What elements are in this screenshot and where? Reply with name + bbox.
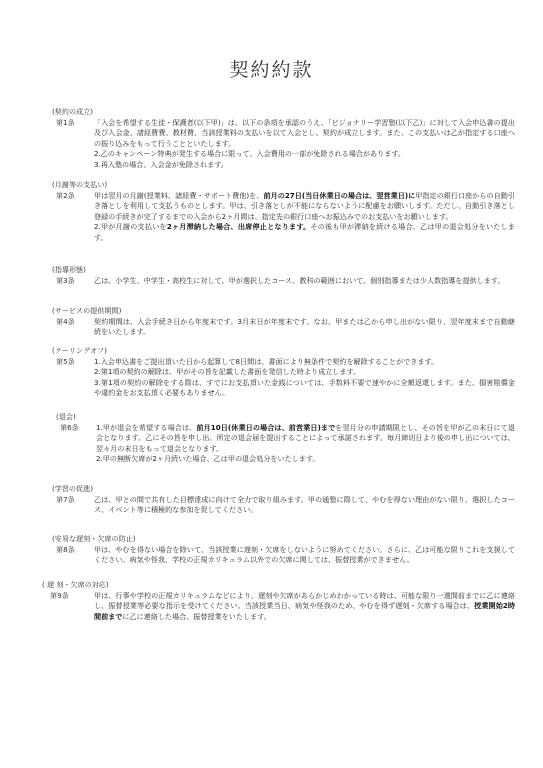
article-clause: 2.甲の無断欠席が2ヶ月続いた場合、乙は甲の退会処分をいたします。 [96, 454, 320, 464]
section-heading: (クーリングオフ) [52, 346, 107, 355]
article-clause: 甲は翌月の月謝(授業料、諸経費・サポート費他)を、前月の27日(当日休業日の場合は、翌営業日)に甲指定の銀行口座からの自動引き落としを利用して支払うものとします。甲は、引き落としが不能にならないように配慮をお願いします。ただし、自動引き落とし登録の手続きが完了するまでの入会から2ヶ月間は、指定先の銀行口座へお振込みでのお支払いをお願いします。 [94, 191, 515, 221]
article-number: 第1条 [56, 118, 75, 127]
section-heading: (契約の成立) [52, 107, 94, 116]
article-body [94, 276, 515, 286]
section-heading: ( 遅 刻・欠席の対応) [42, 580, 109, 589]
section-heading: (指導形態) [52, 265, 86, 274]
article-clause: 契約期間は、入会手続き日から年度末です。3月末日が年度末です。なお、甲または乙から申し出がない限り、翌年度末まで自動継続をいたします。 [94, 317, 515, 337]
article-number: 第5条 [56, 357, 75, 366]
article-body [94, 495, 515, 516]
document-title: 契約約款 [229, 59, 314, 81]
article-clause: 甲は、やむを得ない場合を除いて、当該授業に遅刻・欠席をしないように努めてください。さらに、乙は可能な限りこれを支援してください。病気や怪我、学校の正規カリキュラム以外での欠席に関しては、振替授業ができません。 [94, 545, 515, 565]
article-clause: 1.甲が退会を希望する場合は、前月10日(休業日の場合は、前営業日)までを翌月分の申請期限とし、その旨を甲が乙の末日にて退会となります。乙にその旨を申し出、所定の退会届を提出することによって承諾されます。毎月締切日より後の申し出については、翌々月の末日をもって退会となります。 [96, 423, 515, 453]
article-body [96, 423, 515, 465]
article-clause: 3.再入塾の場合、入会金が免除されます。 [94, 159, 228, 169]
article-body [94, 545, 515, 566]
article-clause: 2.乙のキャンペーン特典が発生する場合に限って、入会費用の一部が免除される場合があります。 [94, 149, 405, 159]
article-number: 第6条 [60, 423, 79, 432]
section-heading: (学習の促進) [52, 484, 94, 493]
article-number: 第9条 [50, 591, 69, 600]
article-clause: 2.甲が月謝の支払いを2ヶ月滞納した場合、出席停止となります。その後も甲が滞納を続ける場合、乙は甲の退会処分をいたします。 [94, 222, 515, 242]
article-body [94, 357, 515, 399]
article-clause: 乙は、小学生、中学生・高校生に対して、甲が選択したコース、教科の範囲において、個別指導または少人数指導を提供します。 [94, 276, 505, 285]
article-body [94, 591, 515, 622]
article-clause: 甲は、行事や学校の正規カリキュラムなどにより、遅刻や欠席があらかじめわかっている時は、可能な限り一週間前までに乙に連絡し、振替授業等必要な指示を受けてください。当該授業当日、病気や怪我のため、やむを得ず遅刻・欠席する場合は、授業開始2時間前までに乙に連絡した場合、振替授業をいたします。 [94, 591, 515, 621]
section-heading: (サービスの提供期間) [52, 306, 122, 315]
section-heading: (安易な遅刻・欠席の防止) [52, 534, 136, 543]
article-clause: 1.入会申込書をご提出頂いた日から起算して8日間は、書面により無条件で契約を解除することができます。 [94, 357, 439, 366]
article-body [94, 191, 515, 243]
article-number: 第2条 [56, 191, 75, 200]
article-number: 第4条 [56, 317, 75, 326]
article-clause: 「入会を希望する生徒・保護者(以下甲)」は、以下の条項を承認のうえ、「ビジョナリー学習塾(以下乙)」に対して入会申込書の提出及び入会金、諸経費費、教材費、当該授業料の支払いを以て入会とし、契約が成立します。また、この支払いは乙が指定する口座への振り込みをもって行うことといたします。 [94, 118, 515, 148]
article-number: 第8条 [56, 545, 75, 554]
article-clause: 2.第1項の契約の解除は、甲がその旨を記載した書面を発信した時より成立します。 [94, 367, 361, 377]
article-body [94, 317, 515, 338]
article-clause: 乙は、甲との間で共有した目標達成に向けて全力で取り組みます。甲の通塾に際して、やむを得ない理由がない限り、選択したコース、イベント等に積極的な参加を促してください。 [94, 495, 515, 515]
section-heading: (退会) [56, 412, 76, 421]
article-number: 第7条 [56, 495, 75, 504]
section-heading: (月謝等の支払い) [52, 180, 108, 189]
article-number: 第3条 [56, 276, 75, 285]
article-clause: 3.第1項の契約の解除をする際は、すでにお支払頂いた金銭については、手数料不要で速やかに全額返還します。また、損害賠償金や違約金をお支払頂く必要もありません。 [94, 377, 515, 398]
article-body [94, 118, 515, 170]
